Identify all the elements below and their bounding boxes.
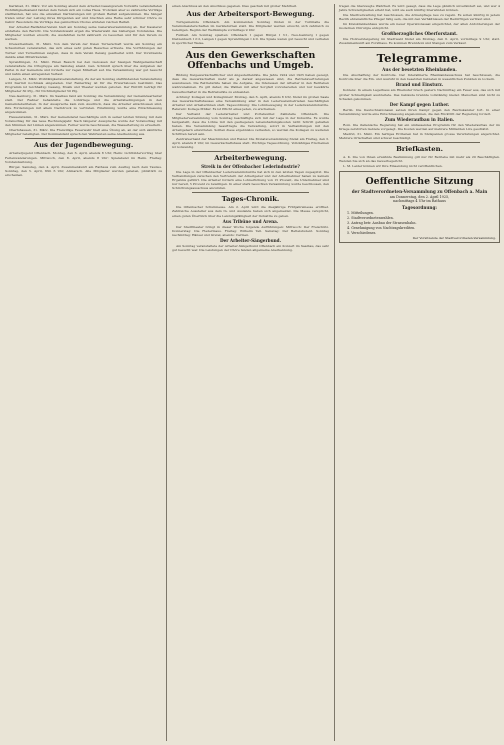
article-paragraph: Die Holzversteigerung im Stadtwald findet am Montag, den 6. April, vormittags 9 Uhr, statt. Zusammenkunft am Forsthaus. Es kommen Brennholz und Stangen zum Verkauf. <box>339 37 500 46</box>
notice-subtitle: der Stadtverordneten-Versammlung zu Offenbach a. Main <box>351 189 488 195</box>
subheading: Aus der besetzten Rheinlanden. <box>382 67 457 73</box>
heading-arbeiterbewegung: Arbeiterbewegung. <box>214 154 287 163</box>
article-paragraph: Die Stadtverwaltung hat beschlossen, die Armenpflege neu zu regeln. Es sollen künftig in jedem Bezirk ehrenamtliche Pfleger tätig sein, die mit den Verhältnissen der Bedürftigen vertraut sind. <box>339 13 500 22</box>
agenda-item: 5. Verschiedenes. <box>347 231 377 236</box>
heading-telegramme: Telegramme. <box>376 51 463 66</box>
article-paragraph: Achtung! Kollegen und Kolleginnen! Montag, den 6. April, abends 8 Uhr, findet im großen Saale des Gewerkschaftshauses eine Versammlung aller in den Lederwarenbetrieben beschäftigten Arbeiter und Arbeiterinnen statt. Tagesordnung: Die Lohnbewegung in der Lederwarenindustrie. Referent: Kollege Müller. Es ist Pflicht eines jeden, zu erscheinen. <box>172 94 329 111</box>
subheading: Der Kampf gegen Luther. <box>389 101 450 107</box>
article-paragraph: Die Lage in der Offenbacher Lederwarenindustrie hat sich in den letzten Tagen zugespitzt. Die Verhandlungen zwischen den Vertretern der Arbeitgeber und der Arbeitnehmer haben zu keinem Ergebnis geführt. Die Arbeiter fordern eine Lohnerhöhung von 15 Prozent, die Unternehmer sind nur bereit, 5 Prozent zu bewilligen. In einer stark besuchten Versammlung wurde beschlossen, den Schlichtungsausschuss anzurufen. <box>172 170 329 191</box>
article-paragraph: einen Anschluss an den Anschluss gegeben. Dies geschah mit großer Mehrheit. <box>172 4 298 8</box>
article-paragraph: Fußball. Am Sonntag spielten: Offenbach I gegen Bürgel I 3:1, Neu-Isenburg I gegen Dietzenbach I 2:2, Langen I gegen Sprendlingen I 4:0. Die Spiele waren gut besucht und verliefen in sportlicher Weise. <box>172 33 329 46</box>
separator <box>25 138 142 139</box>
separator <box>192 192 309 193</box>
agenda-item: 4. Genehmigung von Nachtragskrediten. <box>347 226 416 231</box>
subheading: Zum Wiederaufbau in Italien. <box>384 116 455 122</box>
article-paragraph: Langen, 31. März. Wohltätigkeitsveranstaltung. Zu der am Sonntag stattfindenden Veranstaltung wird hiermit nochmals eingeladen. Der Reinertrag ist für die Erwerbslosen bestimmt. Das Programm ist reichhaltig; Gesang, Musik und Theater werden geboten. Der Eintritt beträgt für Mitglieder 30 Pfg., für Nichtmitglieder 50 Pfg. <box>5 76 162 93</box>
article-paragraph: Im Kreiskrankenhaus wurde ein neuer Operationssaal eingerichtet, der allen Anforderungen der modernen Chirurgie entspricht. <box>339 22 500 31</box>
agenda-item: 3. Antrag betr. Ausbau der Strassenbahn. <box>347 221 417 226</box>
article-paragraph: Arbeiterjugend Offenbach. Montag, den 6. April, abends 8 Uhr, Heim: Lichtbildervortrag über Ferienwanderungen. Mittwoch, den 8. April, abends 8 Uhr: Spielabend im Heim. Freitag: Vorstandssitzung. <box>5 151 162 164</box>
subheading: Streik in der Offenbacher Lederindustrie? <box>201 164 300 170</box>
article-paragraph: Bürgel. Samstag, den 4. April, Zusammenkunft am Rathaus zum Ausflug nach dem Taunus. Sonntag, den 5. April, früh 6 Uhr, Abmarsch. Alle Mitglieder werden gebeten, pünktlich zu erscheinen. <box>5 164 162 177</box>
article-paragraph: Bildung freigewerkschaftlicher und Angestelltenräte. Die Jahre 1924 und 1925 haben gezeigt, dass die Gewerkschaften mehr als je darauf angewiesen sind, die Betriebsvertretungen auszubauen. Die Betriebsräte haben die Aufgabe, die Interessen der Arbeiter in den Betrieben wahrzunehmen. Es gilt daher, die Wahlen mit aller Sorgfalt vorzubereiten und nur bewährte Gewerkschafter in die Betriebsräte zu entsenden. <box>172 73 329 94</box>
notice-time: nachmittags 4 Uhr im Rathaus <box>393 199 446 204</box>
article-paragraph: Der Verband der Lederarbeiter und Portefeuiller. Zahlstelle Offenbach. Die Mitgliederversammlung vom Sonntag beschäftigte sich mit der Lage in der Industrie. Es wurde festgestellt, dass die Löhne mit den gestiegenen Lebenshaltungskosten nicht Schritt gehalten haben. Die Versammlung beauftragte die Verwaltung, sofort in Verhandlungen mit den Arbeitgebern einzutreten. Sollten diese ergebnislos verlaufen, so werden die Kollegen zu weiteren Schritten bereit sein. <box>172 111 329 136</box>
heading-tageschronik: Tages-Chronik. <box>221 195 280 204</box>
article-paragraph: Karlsbad, 31. März. Vor am Sonntag abend dem Arbeiter-Gesangverein Vorwärts veranstalteten Wohltätigkeitsabend fanden dem Verein sich ein volles Haus. Trotzdem aber so zahlreiche Vorträge stattfanden, hat uns die einzelnen Darbietungen mit großem Beifall aufgenommen. Die Sänger traten unter der Leitung ihres Dirigenten auf und brachten eine Reihe sehr schöner Chöre zu Gehör. Besonders die Vorträge des gemischten Chores ernteten reichen Beifall. <box>5 4 162 25</box>
heading-arbeitersport: Aus der Arbeitersport-Bewegung. <box>186 10 315 19</box>
notice-signature: Der Vorsitzende der Stadtverordneten-Versammlung. <box>412 235 496 240</box>
article-paragraph: Turngemeinde Offenbach. Am kommenden Sonntag finden in der Turnhalle die Vereinsmeisterschaften im Geräteturnen statt. Die Mitglieder werden ersucht, sich zahlreich zu beteiligen. Beginn der Wettkämpfe vormittags 9 Uhr. <box>172 20 329 33</box>
subheading: Aus Tribüne und Arena. <box>222 218 279 224</box>
article-paragraph: tragen die überzeugte Wahrheit. Es wird gesagt, dass die Lage gänzlich unverändert sei, und wer 4 Jahre Schwierigkeiten erlebt hat, wird sie auch künftig überwinden können. <box>339 4 500 13</box>
heading-briefkasten: Briefkasten. <box>396 144 443 153</box>
subheading: Brand und Einsturz. <box>395 82 444 88</box>
notice-title: Oeffentliche Sitzung <box>365 176 474 188</box>
article-paragraph: Der Arbeiter-Radfahrer-Verein hielt am Sonntag seine Generalversammlung ab. Der Kassierer erstattete den Bericht. Die Vorstandswahl ergab die Wiederwahl des bisherigen Vorstandes. Die Mitglieder wurden ersucht, die Ausfahrten recht zahlreich zu besuchen und für den Verein zu werben. <box>5 25 162 42</box>
agenda-item: 2. Stadtverordnetenwahlen. <box>347 215 394 220</box>
notice-date: am Donnerstag, den 2. April 1925, <box>389 195 450 200</box>
column-rule <box>166 4 167 741</box>
separator <box>359 47 480 48</box>
separator <box>192 151 309 152</box>
article-paragraph: Zentralverband der Maschinisten und Heizer. Die Monatsversammlung findet am Freitag, den 3. April, abends 8 Uhr, im Gewerkschaftshaus statt. Wichtige Tagesordnung. Vollzähliges Erscheinen ist notwendig. <box>172 137 329 150</box>
column-left <box>5 4 162 178</box>
separator <box>359 142 480 143</box>
article-paragraph: L. M. Leider können wir Ihre Einsendung nicht veröffentlichen. <box>343 163 443 168</box>
heading-gewerkschaften: Aus den Gewerkschaften Offenbachs und Umgeb. <box>185 50 316 72</box>
article-paragraph: Sprendlingen, 31. März. Einen Besuch bei den Genossen der hiesigen Wahlgemeinschaft veranstaltete die Ortsgruppe am Samstag abend. Gen. Schmidt sprach über die Aufgaben der Partei in der Gemeinde und forderte zur regen Mitarbeit auf. Die Versammlung war gut besucht und nahm einen anregenden Verlauf. <box>5 59 162 76</box>
separator <box>192 47 309 48</box>
article-paragraph: Madrid, 31. März. Ein heftiges Erdbeben hat in Südspanien grosse Verwüstungen angerichtet. Mehrere Ortschaften sind schwer beschädigt. <box>339 131 500 140</box>
heading-jugend: Aus der Jugendbewegung. <box>33 141 134 150</box>
column-middle <box>172 4 329 253</box>
article-paragraph: Rom. Die italienische Regierung hat ein umfassendes Programm für den Wiederaufbau der im Kriege zerstörten Gebiete vorgelegt. Die Kosten werden auf mehrere Milliarden Lire geschätzt. <box>339 122 500 131</box>
article-paragraph: Koblenz. In einem Lagerhaus am Rheinufer brach gestern Nachmittag ein Feuer aus, das sich mit großer Schnelligkeit ausbreitete. Das Gebäude brannte vollständig nieder. Menschen sind nicht zu Schaden gekommen. <box>339 88 500 101</box>
article-paragraph: Der Stadttheater bringt in dieser Woche folgende Aufführungen: Mittwoch: Der Freischütz. Donnerstag: Die Fledermaus. Freitag: Wilhelm Tell. Samstag: Der Bettelstudent. Sonntag nachmittag: Hänsel und Gretel, abends: Carmen. <box>172 224 329 237</box>
article-paragraph: Berlin. Die Deutschnationalen setzen ihren Kampf gegen den Reichskanzler fort. In einer Versammlung wurde eine Entschliessung angenommen, die den Rücktritt der Regierung fordert. <box>339 107 500 116</box>
article-paragraph: A. K. Die von Ihnen erwähnte Bestimmung gilt nur für Betriebe mit mehr als 20 Beschäftigten. Wenden Sie sich an das Gewerbegericht. <box>339 154 500 163</box>
subheading: Der Arbeiter-Sängerbund. <box>219 237 282 243</box>
agenda-title: Tagesordnung: <box>402 204 437 210</box>
article-paragraph: Neu-Isenburg, 31. März. Im Saalbau fand am Sonntag die Versammlung der Gemeindearbeiter statt. Der Redner behandelte die Lohnfrage und die Arbeitsbedingungen in den Gemeindebetrieben. In der Aussprache kam zum Ausdruck, dass die Arbeiter entschlossen sind, ihre Forderungen mit allem Nachdruck zu vertreten. Einstimmig wurde eine Entschliessung angenommen. <box>5 93 162 115</box>
column-right <box>339 4 500 243</box>
article-paragraph: Heusenstamm, 31. März. Der Gemeinderat beschäftigte sich in seiner letzten Sitzung mit dem Voranschlag für das neue Rechnungsjahr. Nach längerer Aussprache wurde der Voranschlag mit den Stimmen der Linken angenommen. Ferner wurde beschlossen, die Wasserleitung zu erweitern. <box>5 115 162 128</box>
public-notice-box <box>339 171 500 243</box>
article-paragraph: Obertshausen, 31. März. Die Freiwillige Feuerwehr hielt eine Übung ab, an der sich sämtliche Mitglieder beteiligten. Der Kommandant sprach den Wehrleuten seine Anerkennung aus. <box>5 128 162 137</box>
article-paragraph: Die Offenbacher Schuhmesse. Am 2. April wird die diesjährige Frühjahrsmesse eröffnet. Zahlreiche Aussteller aus dem In- und Auslande haben sich angemeldet. Die Messe verspricht, einen guten Überblick über die Leistungsfähigkeit der Industrie zu geben. <box>172 205 329 218</box>
agenda-item: 1. Mitteilungen. <box>347 210 374 215</box>
column-rule <box>334 4 335 741</box>
article-paragraph: Die Abschaffung der Kontrolle. Der Interalliierte Rheinlandausschuss hat beschlossen, die Kontrolle über die Ein- und Ausfuhr in den besetzten Gebieten in wesentlichen Punkten zu lockern. <box>339 73 500 82</box>
article-paragraph: Am Sonntag veranstaltete der Arbeiter-Sängerbund Offenbach ein Konzert im Saalbau, das sehr gut besucht war. Die Leistungen der Chöre fanden allgemeine Anerkennung. <box>172 243 329 252</box>
article-paragraph: Dreieichenhain, 31. März. Von dem Verein der freien Turnerschaft wurde am Sonntag ein Schauturnen veranstaltet, das sich eines sehr guten Besuches erfreute. Die Vorführungen der Turner und Turnerinnen zeigten, dass in dem Verein fleissig gearbeitet wird. Der Vorsitzende dankte allen Mitwirkenden. <box>5 42 162 59</box>
subheading: Großherzogliches Oberforstamt. <box>381 31 458 37</box>
